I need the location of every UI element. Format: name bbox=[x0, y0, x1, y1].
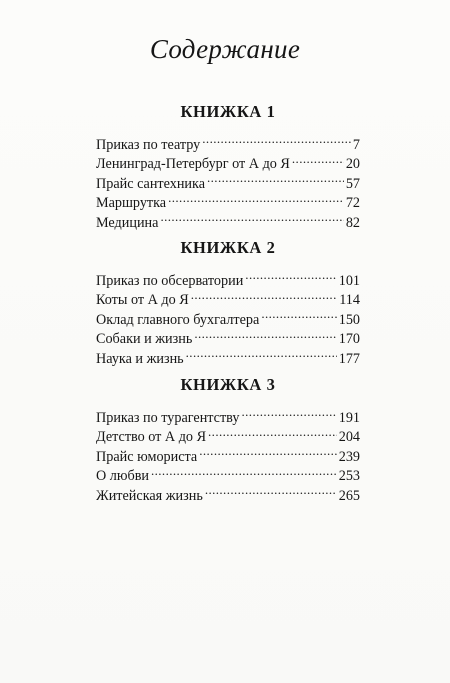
entry-page-number: 101 bbox=[338, 272, 360, 289]
dot-leader bbox=[199, 441, 337, 461]
entry-page-number: 114 bbox=[339, 292, 360, 308]
section-heading: КНИЖКА 2 bbox=[180, 238, 276, 257]
entry-page-number: 170 bbox=[338, 331, 360, 347]
entry-title: Коты от А до Я bbox=[96, 292, 189, 308]
entry-title: Маршрутка bbox=[96, 195, 167, 211]
entry-page-number: 265 bbox=[338, 487, 360, 504]
dot-leader bbox=[202, 129, 351, 149]
entry-title: Медицина bbox=[96, 214, 159, 231]
entry-page-number: 239 bbox=[338, 448, 360, 465]
entry-title: Наука и жизнь bbox=[96, 350, 184, 367]
entry-page-number: 253 bbox=[338, 468, 360, 484]
dot-leader bbox=[168, 188, 344, 208]
entry-title: Ленинград-Петербург от А до Я bbox=[96, 156, 290, 172]
dot-leader bbox=[292, 149, 344, 169]
dot-leader bbox=[191, 285, 338, 305]
entry-title: Приказ по театру bbox=[96, 136, 201, 153]
entry-page-number: 177 bbox=[338, 350, 360, 367]
dot-leader bbox=[205, 480, 337, 500]
entry-title: Приказ по обсерватории bbox=[96, 272, 244, 289]
entry-title: Житейская жизнь bbox=[96, 487, 203, 504]
section-heading: КНИЖКА 1 bbox=[180, 102, 276, 121]
toc-entry bbox=[96, 129, 360, 153]
entry-page-number: 7 bbox=[352, 136, 360, 153]
entry-page-number: 82 bbox=[345, 214, 360, 231]
dot-leader bbox=[160, 207, 343, 227]
page-title: Содержание bbox=[149, 34, 301, 64]
entry-title: Прайс юмориста bbox=[96, 448, 198, 465]
section-heading: КНИЖКА 3 bbox=[180, 375, 276, 394]
toc-section-2 bbox=[96, 236, 360, 367]
entry-page-number: 204 bbox=[338, 429, 360, 445]
entry-page-number: 150 bbox=[338, 311, 360, 328]
entry-page-number: 191 bbox=[338, 409, 360, 426]
dot-leader bbox=[261, 304, 336, 324]
dot-leader bbox=[242, 402, 337, 422]
dot-leader bbox=[245, 265, 336, 285]
dot-leader bbox=[208, 422, 337, 442]
toc-section-1 bbox=[96, 100, 360, 231]
entry-title: Детство от А до Я bbox=[96, 429, 207, 445]
entry-page-number: 57 bbox=[345, 175, 360, 192]
entry-title: Прайс сантехника bbox=[96, 175, 205, 192]
entry-title: Оклад главного бухгалтера bbox=[96, 311, 260, 328]
dot-leader bbox=[186, 343, 337, 363]
entry-page-number: 72 bbox=[345, 195, 360, 211]
entry-title: Собаки и жизнь bbox=[96, 331, 193, 347]
toc-entry bbox=[96, 265, 360, 289]
dot-leader bbox=[207, 168, 344, 188]
entry-title: О любви bbox=[96, 468, 149, 484]
toc-entry bbox=[96, 402, 360, 426]
entry-title: Приказ по турагентству bbox=[96, 409, 240, 426]
entry-page-number: 20 bbox=[345, 156, 360, 172]
toc-section-3 bbox=[96, 373, 360, 504]
dot-leader bbox=[194, 324, 336, 344]
dot-leader bbox=[151, 461, 337, 481]
